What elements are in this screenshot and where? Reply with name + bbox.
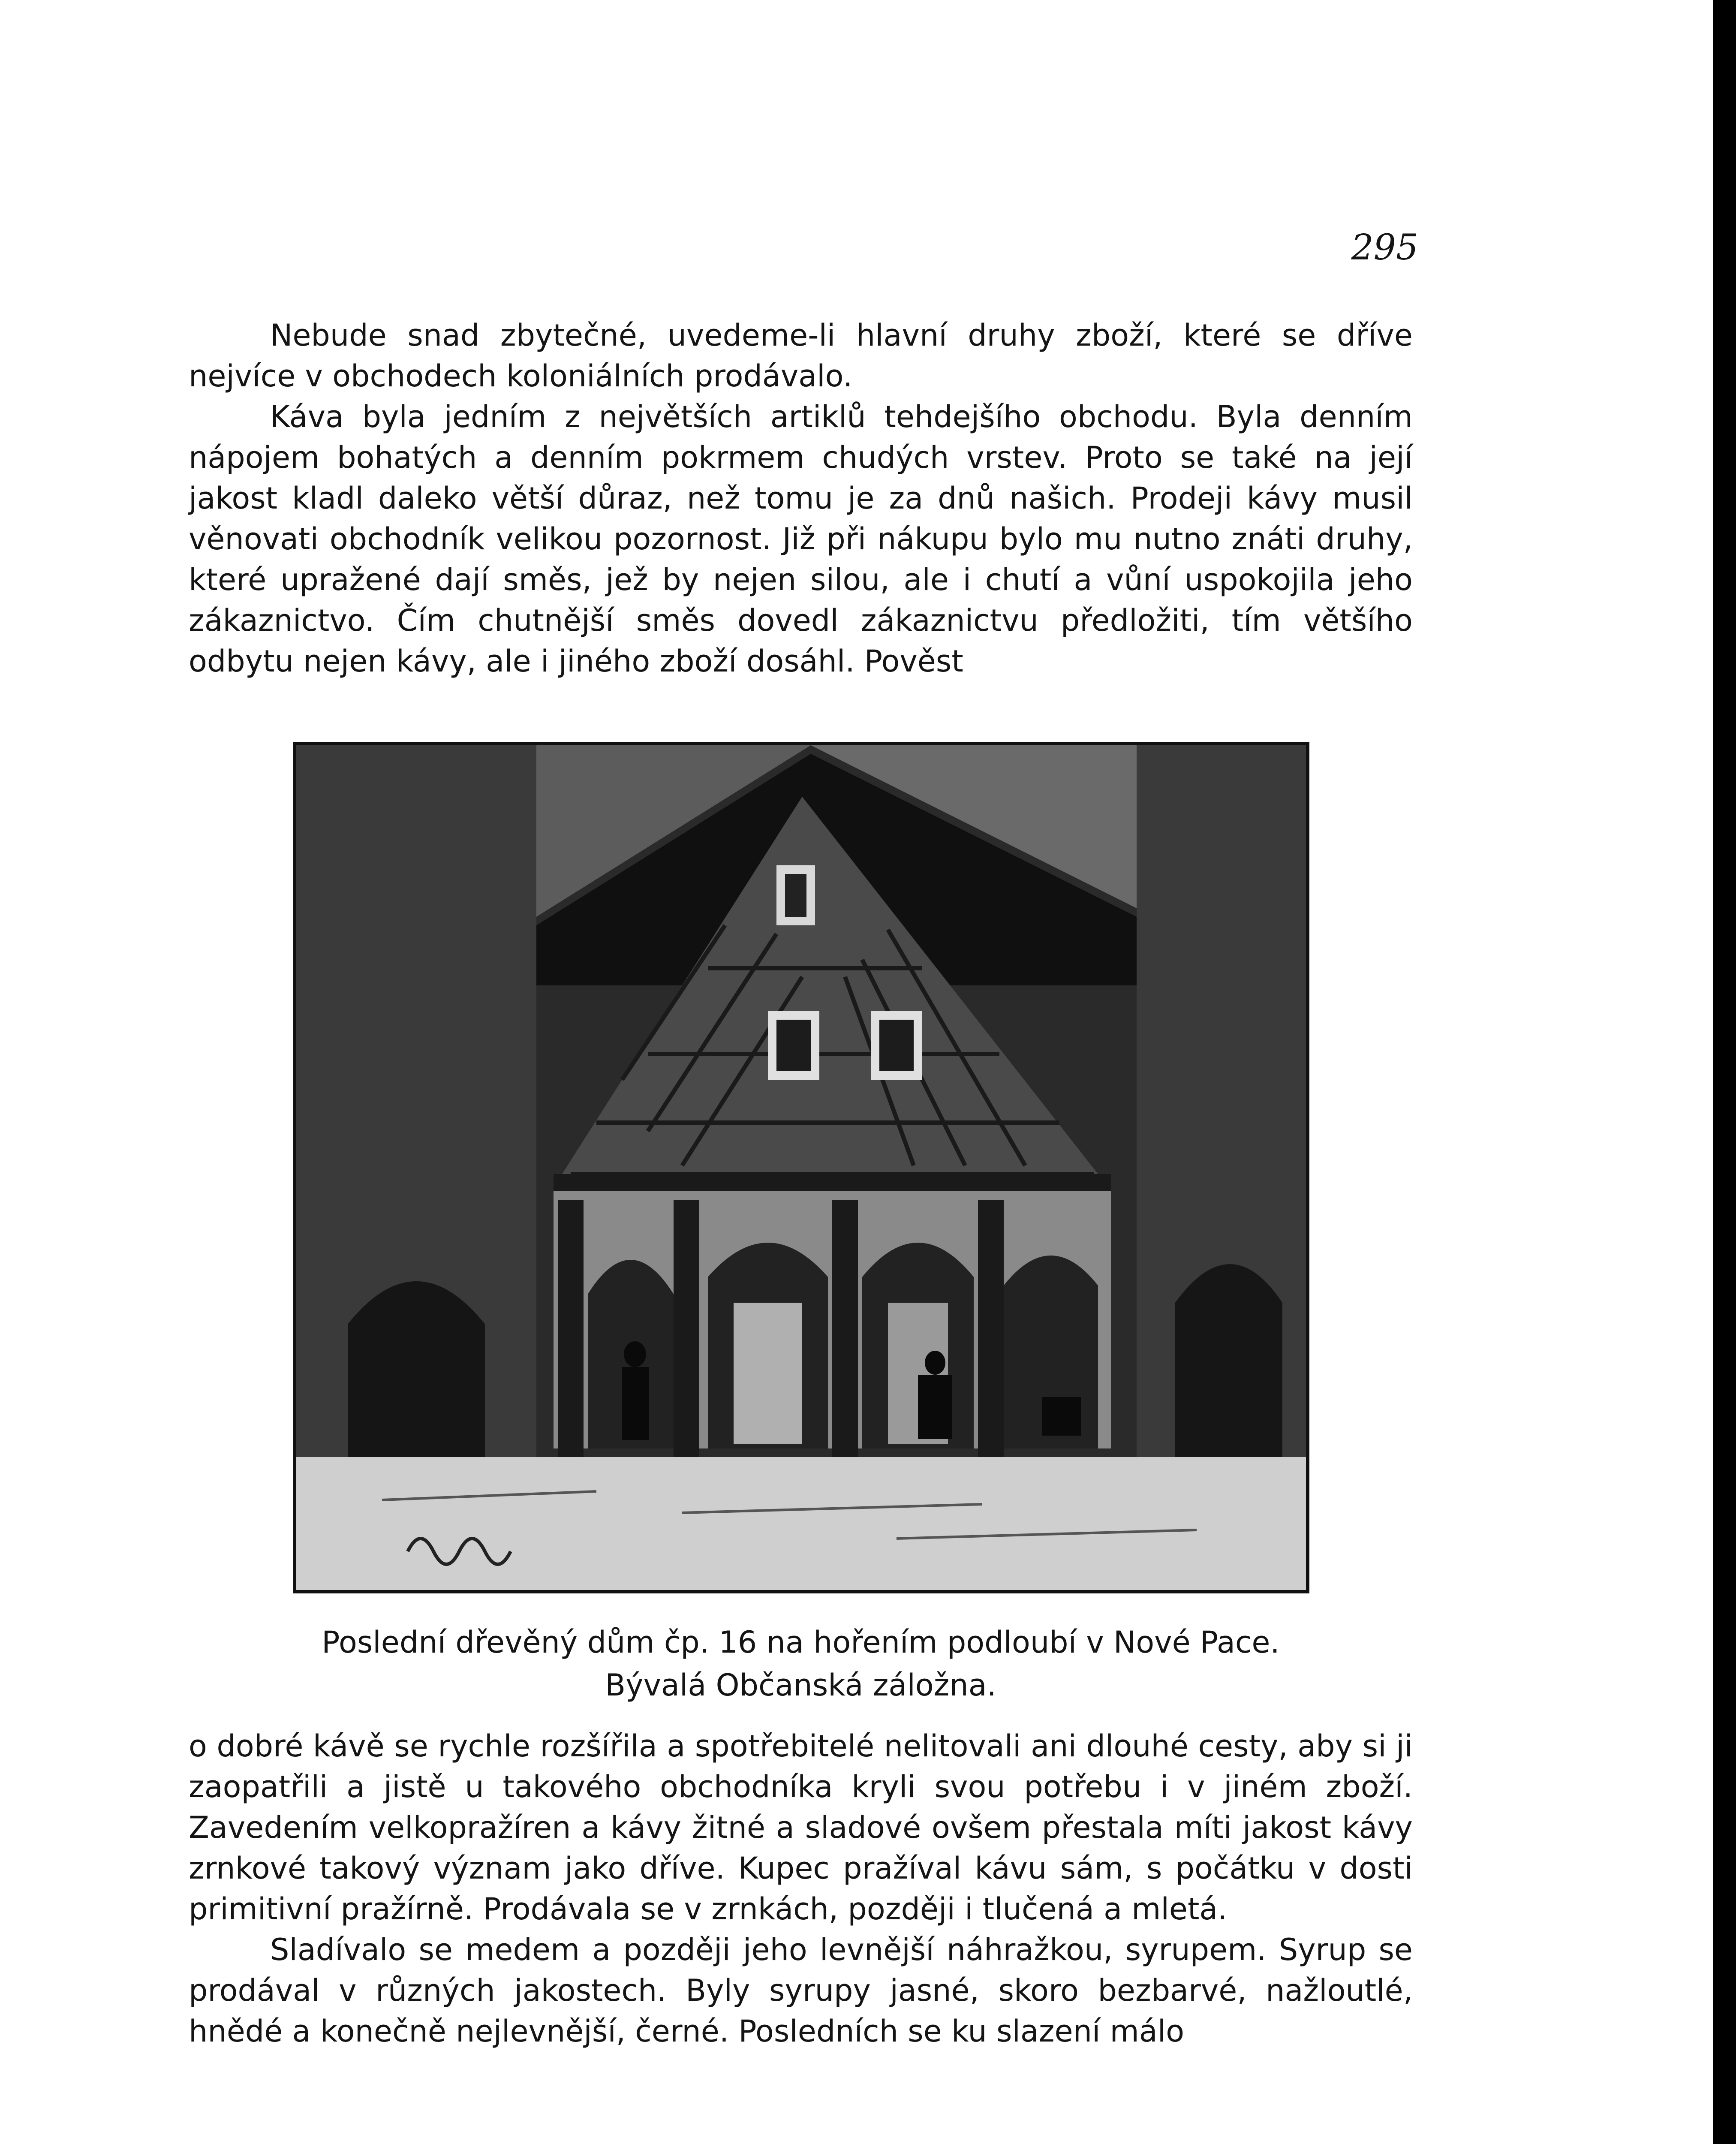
scan-edge [1713, 0, 1736, 2144]
text-block-bottom [189, 1726, 1413, 2052]
paragraph: Nebude snad zbytečné, uvedeme-li hlavní druhy zboží, které se dříve nejvíce v obchodech koloniálních prodávalo. [189, 318, 1413, 394]
page-number: 295 [1351, 227, 1418, 268]
figure-caption [189, 1621, 1413, 1707]
house-illustration [293, 742, 1309, 1593]
paragraph: Sladívalo se medem a později jeho levnější náhražkou, syrupem. Syrup se prodával v různých jakostech. Byly syrupy jasné, skoro bezbarvé, nažloutlé, hnědé a konečně nejlevnější, černé. Posledních se ku slazení málo [189, 1932, 1413, 2049]
paragraph: o dobré kávě se rychle rozšířila a spotřebitelé nelitovali ani dlouhé cesty, aby si ji zaopatřili a jistě u takového obchodníka kryli svou potřebu i v jiném zboží. Zavedením velkopražíren a kávy žitné a sladové ovšem přestala míti jakost kávy zrnkové takový význam jako dříve. Kupec pražíval kávu sám, s počátku v dosti primitivní pražírně. Prodávala se v zrnkách, později i tlučená a mletá. [189, 1728, 1413, 1927]
paragraph: Káva byla jedním z největších artiklů tehdejšího obchodu. Byla denním nápojem bohatých a denním pokrmem chudých vrstev. Proto se také na její jakost kladl daleko větší důraz, než tomu je za dnů našich. Prodeji kávy musil věnovati obchodník velikou pozornost. Již při nákupu bylo mu nutno znáti druhy, které upražené dají směs, jež by nejen silou, ale i chutí a vůní uspokojila jeho zákaznictvo. Čím chutnější směs dovedl zákaznictvu předložiti, tím většího odbytu nejen kávy, ale i jiného zboží dosáhl. Pověst [189, 399, 1413, 679]
caption-line: Poslední dřevěný dům čp. 16 na hořením podloubí v Nové Pace. [322, 1625, 1280, 1660]
text-block-top [189, 315, 1413, 682]
caption-line: Bývalá Občanská záložna. [605, 1668, 996, 1703]
